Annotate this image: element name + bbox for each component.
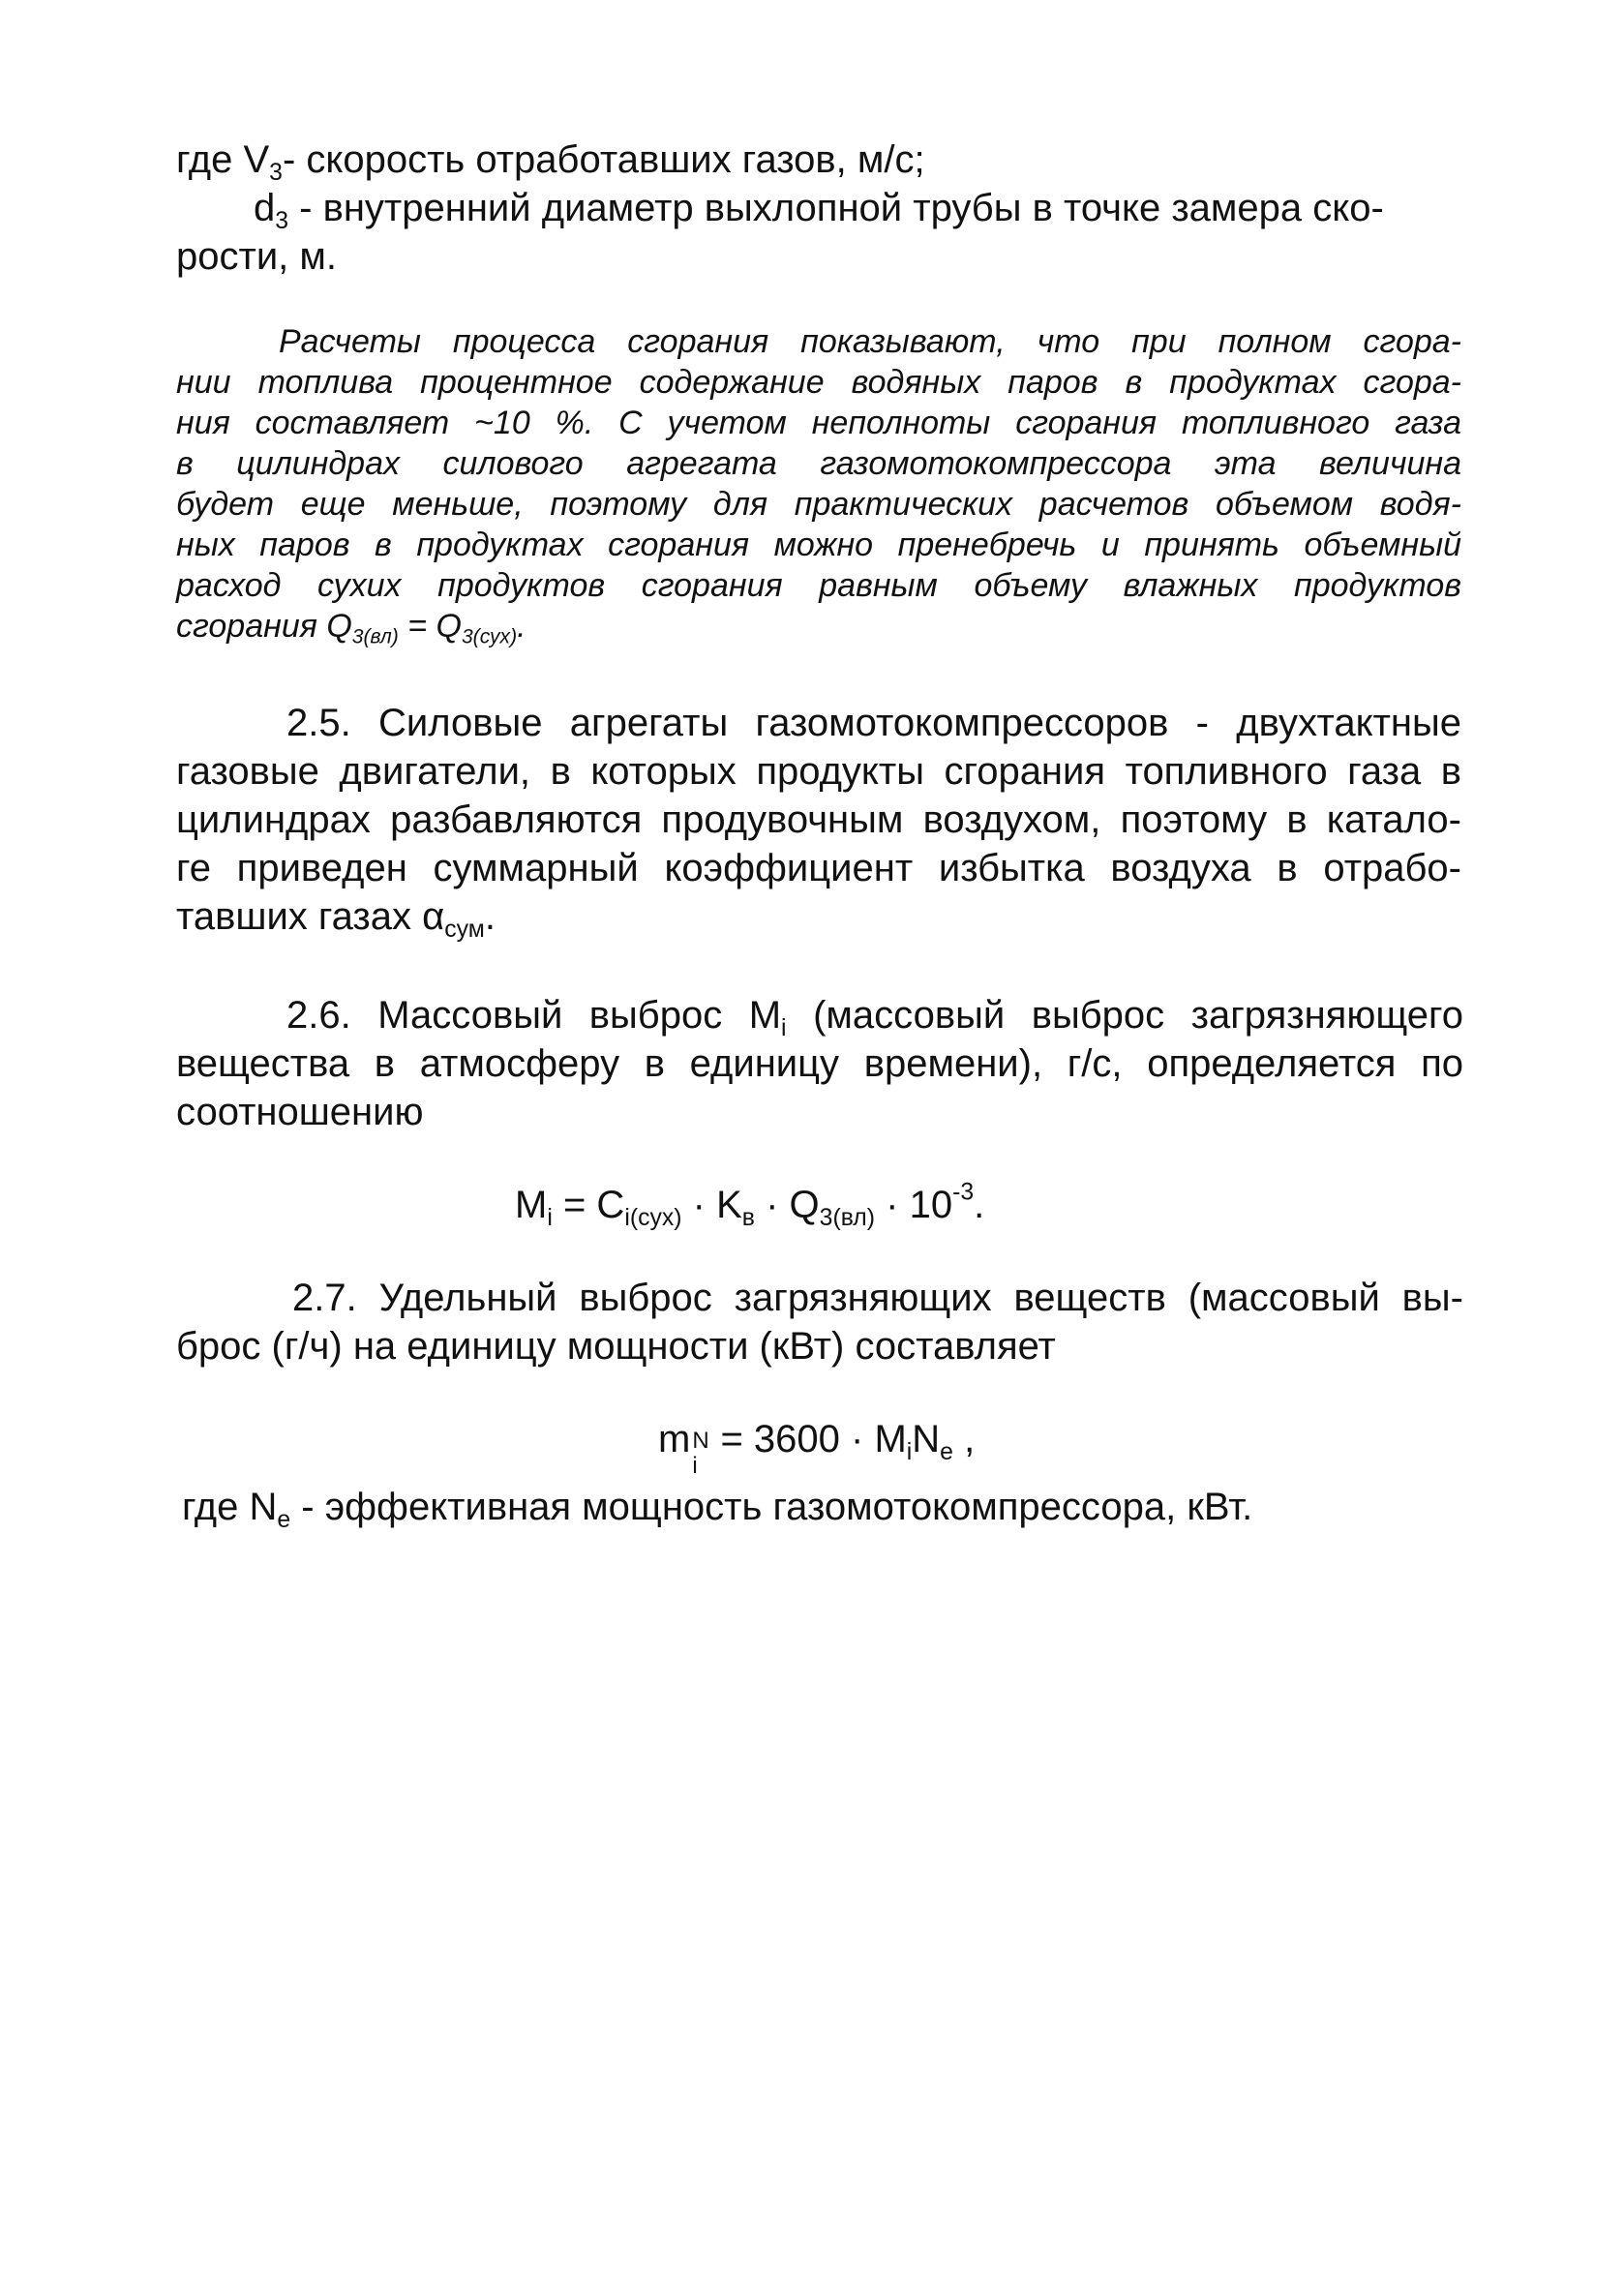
formula-mass-emission: $M_i = C_{i(сух)} \cdot K_в \cdot Q_{3(вл)} \cdot 10^{-3}$. (515, 1179, 985, 1231)
note-line: ния составляет ~10 %. С учетом неполноты сгорания топливного газа (176, 405, 1461, 441)
note-line: нии топлива процентное содержание водяных паров в продуктах сгора- (176, 364, 1461, 401)
note-line: в цилиндрах силового агрегата газомотокомпрессора эта величина (176, 445, 1461, 482)
note-last-line: сгорания $Q_{3(вл)} = Q_{3(сух)}$. (176, 608, 526, 648)
note-line: расход сухих продуктов сгорания равным объему влажных продуктов (176, 567, 1461, 604)
paragraph-2-7-line-2: брос (г/ч) на единицу мощности (кВт) составляет (176, 1325, 1056, 1368)
paragraph-2-5-line: 2.5. Силовые агрегаты газомотокомпрессоров - двухтактные (286, 702, 1461, 744)
definition-d3-continuation: рости, м. (176, 235, 337, 278)
paragraph-2-5-line: ге приведен суммарный коэффициент избытка воздуха в отрабо- (176, 847, 1461, 889)
paragraph-2-5-last-line: тавших газах $\alpha_{сум}$. (176, 895, 496, 943)
definition-ne: где $N_e$ - эффективная мощность газомотокомпрессора, кВт. (182, 1486, 1253, 1533)
definition-d3: $d_3$ - внутренний диаметр выхлопной трубы в точке замера ско- (254, 187, 1384, 234)
paragraph-2-7-line-1: 2.7. Удельный выброс загрязняющих веществ (массовый вы- (292, 1277, 1463, 1319)
paragraph-2-5-line: цилиндрах разбавляются продувочным воздухом, поэтому в катало- (176, 798, 1461, 841)
note-line: ных паров в продуктах сгорания можно пренебречь и принять объемный (176, 527, 1461, 563)
paragraph-2-6-line-2: вещества в атмосферу в единицу времени), г/с, определяется по (176, 1042, 1463, 1085)
formula-specific-emission: m N i = $3600 \cdot M_iN_e$ , (658, 1418, 976, 1479)
paragraph-2-6-line-3: соотношению (176, 1091, 424, 1133)
note-line: будет еще меньше, поэтому для практических расчетов объемом водя- (176, 486, 1461, 523)
definition-v3: где $V_3-$ скорость отработавших газов, м/с; (176, 138, 925, 186)
paragraph-2-6-line-1: 2.6. Массовый выброс $M_i$ (массовый выброс загрязняющего (286, 994, 1463, 1041)
note-line: Расчеты процесса сгорания показывают, что при полном сгора- (279, 323, 1461, 360)
paragraph-2-5-line: газовые двигатели, в которых продукты сгорания топливного газа в (176, 750, 1461, 793)
